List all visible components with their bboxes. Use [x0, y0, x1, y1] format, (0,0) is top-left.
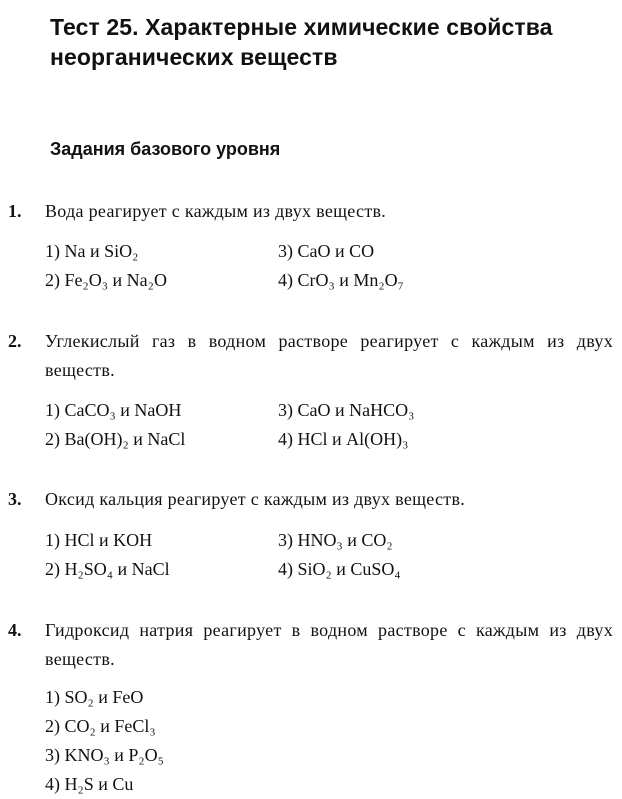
answer-option-4: 4) CrO₃ и Mn₂O₇	[278, 270, 404, 290]
question-number: 4.	[8, 620, 22, 640]
question-text: Гидроксид натрия реагирует в водном растворе с каждым из двух веществ.	[45, 620, 613, 669]
answer-option-3: 3) CaO и CO	[278, 241, 375, 261]
question-text: Оксид кальция реагирует с каждым из двух веществ.	[45, 489, 466, 509]
answer-option-4: 4) H₂S и Cu	[45, 774, 134, 794]
answer-option-1: 1) HCl и KOH	[45, 530, 153, 550]
answer-option-3: 3) HNO₃ и CO₂	[278, 530, 393, 550]
answer-option-2: 2) H₂SO₄ и NaCl	[45, 559, 170, 579]
answer-option-2: 2) Fe₂O₃ и Na₂O	[45, 270, 167, 290]
question-number: 2.	[8, 331, 22, 351]
answer-option-4: 4) HCl и Al(OH)₃	[278, 429, 409, 449]
answer-option-2: 2) Ba(OH)₂ и NaCl	[45, 429, 186, 449]
answer-option-2: 2) CO₂ и FeCl₃	[45, 716, 156, 736]
answer-option-1: 1) CaCO₃ и NaOH	[45, 400, 182, 420]
answer-option-4: 4) SiO₂ и CuSO₄	[278, 559, 401, 579]
answer-option-1: 1) Na и SiO₂	[45, 241, 139, 261]
question-number: 1.	[8, 201, 22, 221]
answer-option-1: 1) SO₂ и FeO	[45, 687, 144, 707]
question-text: Углекислый газ в водном растворе реагирует с каждым из двух веществ.	[45, 331, 613, 380]
answer-option-3: 3) KNO₃ и P₂O₅	[45, 745, 164, 765]
question-text: Вода реагирует с каждым из двух веществ.	[45, 201, 387, 221]
page-title: Тест 25. Характерные химические свойства неорганических веществ	[50, 14, 553, 70]
question-number: 3.	[8, 489, 22, 509]
answer-option-3: 3) CaO и NaHCO₃	[278, 400, 415, 420]
section-heading: Задания базового уровня	[50, 139, 281, 159]
